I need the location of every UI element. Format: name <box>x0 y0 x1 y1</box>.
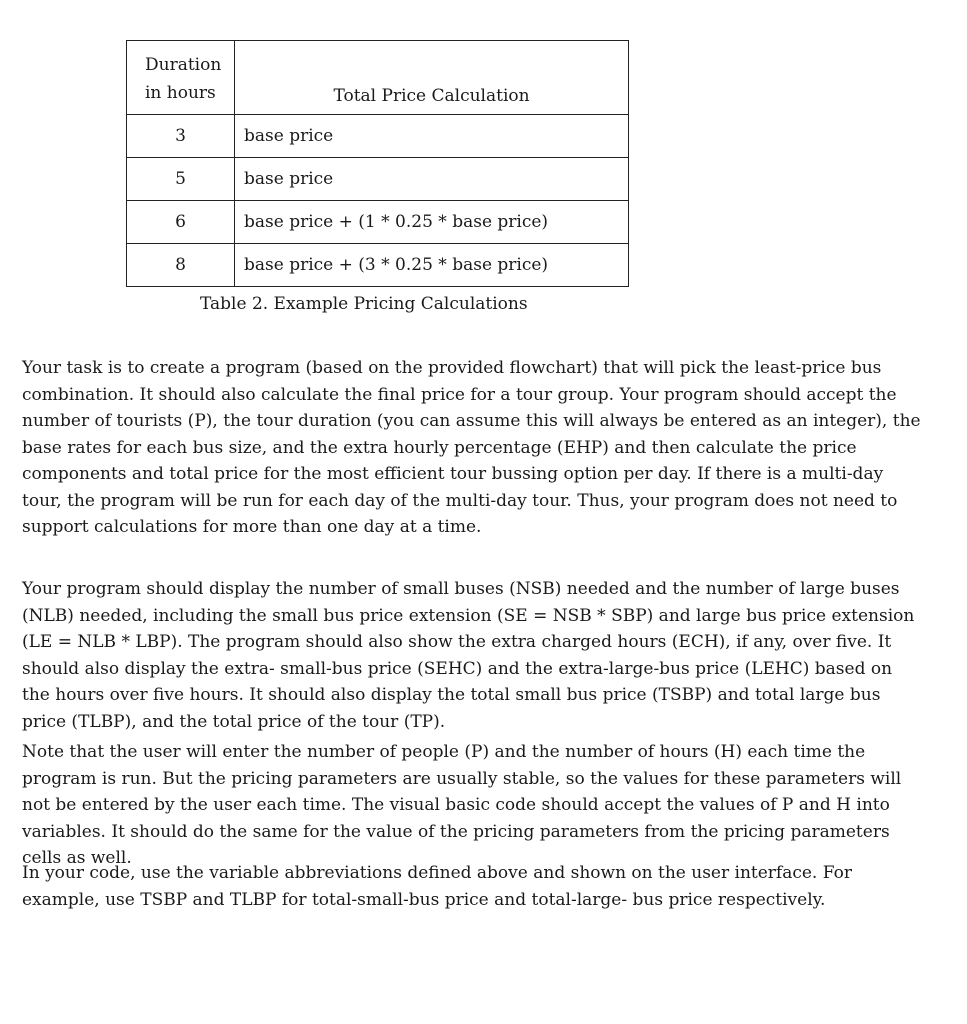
pricing-table <box>126 40 629 287</box>
calc-cell: base price + (3 * 0.25 * base price) <box>235 244 629 287</box>
header-duration-line2: in hours <box>145 83 216 103</box>
paragraph-note: Note that the user will enter the number of people (P) and the number of hours (H) each time the program is run. But the pricing parameters are usually stable, so the values for these parameters will not be entered by the user each time. The visual basic code should accept the values of P and H into variables. It should do the same for the value of the pricing parameters from the pricing parameters cells as well. <box>22 742 902 868</box>
calc-cell: base price <box>235 158 629 201</box>
duration-cell: 6 <box>127 201 235 244</box>
paragraph-task: Your task is to create a program (based on the provided flowchart) that will pick the least-price bus combination. It should also calculate the final price for a tour group. Your program should accept the number of tourists (P), the tour duration (you can assume this will always be entered as an integer), the base rates for each bus size, and the extra hourly percentage (EHP) and then calculate the price components and total price for the most efficient tour bussing option per day. If there is a multi-day tour, the program will be run for each day of the multi-day tour. Thus, your program does not need to support calculations for more than one day at a time. <box>22 358 921 537</box>
table-row <box>127 115 629 158</box>
paragraph-display: Your program should display the number of small buses (NSB) needed and the number of large buses (NLB) needed, including the small bus price extension (SE = NSB * SBP) and large bus price extension (LE = NLB * LBP). The program should also show the extra charged hours (ECH), if any, over five. It should also display the extra- small-bus price (SEHC) and the extra-large-bus price (LEHC) based on the hours over five hours. It should also display the total small bus price (TSBP) and total large bus price (TLBP), and the total price of the tour (TP). <box>22 579 915 732</box>
table-row <box>127 201 629 244</box>
header-duration-line1: Duration <box>145 55 222 75</box>
table-caption: Table 2. Example Pricing Calculations <box>200 294 528 314</box>
calc-cell: base price + (1 * 0.25 * base price) <box>235 201 629 244</box>
duration-cell: 5 <box>127 158 235 201</box>
duration-cell: 3 <box>127 115 235 158</box>
table-row <box>127 158 629 201</box>
header-total-price-calculation: Total Price Calculation <box>235 41 629 115</box>
paragraph-abbreviations: In your code, use the variable abbreviations defined above and shown on the user interface. For example, use TSBP and TLBP for total-small-bus price and total-large- bus price respectively. <box>22 863 852 910</box>
table-header-row <box>127 41 629 115</box>
header-duration <box>127 41 235 115</box>
duration-cell: 8 <box>127 244 235 287</box>
table-row <box>127 244 629 287</box>
calc-cell: base price <box>235 115 629 158</box>
